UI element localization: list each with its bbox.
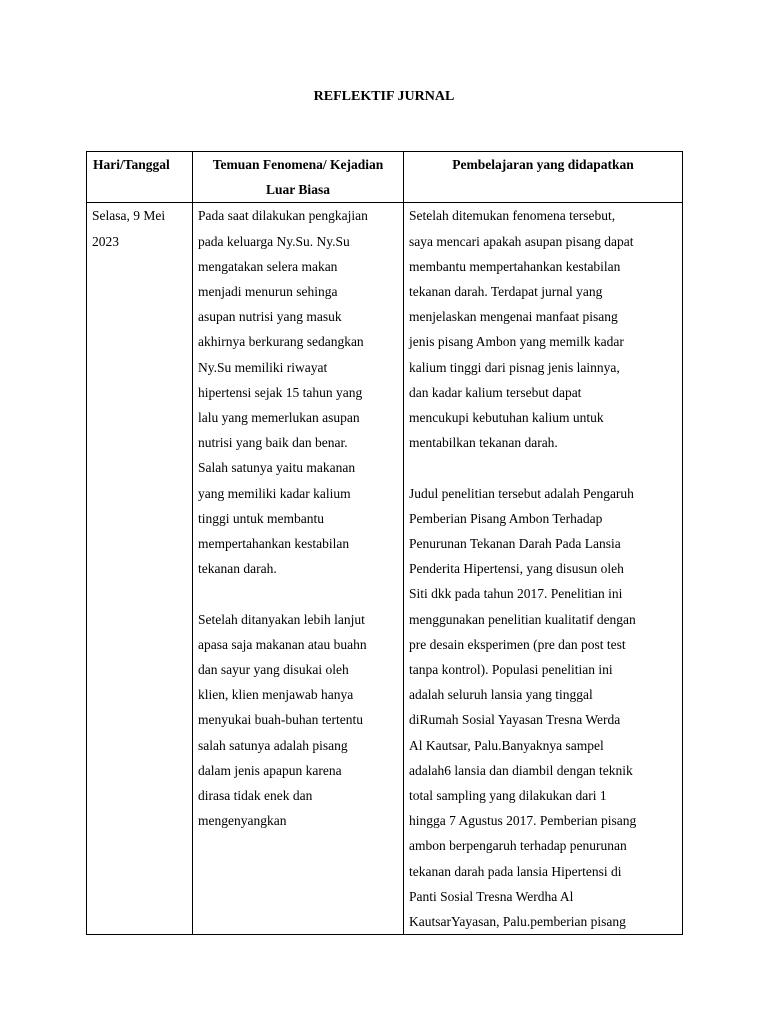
- text-line: Ny.Su memiliki riwayat: [198, 359, 328, 375]
- text-line: KautsarYayasan, Palu.pemberian pisang: [409, 914, 626, 930]
- text-line: nutrisi yang baik dan benar.: [198, 435, 348, 451]
- text-line: Al Kautsar, Palu.Banyaknya sampel: [409, 737, 604, 753]
- text-line: apasa saja makanan atau buahn: [198, 636, 367, 652]
- cell-finding: [193, 203, 404, 935]
- header-date: [87, 152, 193, 203]
- text-line: mencukupi kebutuhan kalium untuk: [409, 410, 604, 426]
- text-line: membantu mempertahankan kestabilan: [409, 258, 621, 274]
- header-learning-label: Pembelajaran yang didapatkan: [452, 157, 634, 172]
- header-finding-line1: Temuan Fenomena/ Kejadian: [212, 157, 384, 172]
- finding-paragraph-1: [198, 203, 398, 581]
- text-line: ambon berpengaruh terhadap penurunan: [409, 838, 627, 854]
- text-line: jenis pisang Ambon yang memilk kadar: [409, 334, 624, 350]
- learning-paragraph-2: [409, 481, 677, 935]
- text-line: mengatakan selera makan: [198, 258, 338, 274]
- header-date-label: Hari/Tanggal: [93, 157, 170, 172]
- text-line: saya mencari apakah asupan pisang dapat: [409, 233, 634, 249]
- text-line: Judul penelitian tersebut adalah Pengaruh: [409, 485, 634, 501]
- text-line: asupan nutrisi yang masuk: [198, 309, 342, 325]
- learning-paragraph-1: [409, 203, 677, 455]
- reflection-journal-table: [86, 151, 683, 935]
- text-line: hipertensi sejak 15 tahun yang: [198, 384, 363, 400]
- text-line: dirasa tidak enek dan: [198, 788, 313, 804]
- text-line: akhirnya berkurang sedangkan: [198, 334, 364, 350]
- text-line: klien, klien menjawab hanya: [198, 687, 354, 703]
- text-line: Pada saat dilakukan pengkajian: [198, 208, 368, 224]
- text-line: dan sayur yang disukai oleh: [198, 662, 349, 678]
- text-line: tinggi untuk membantu: [198, 510, 324, 526]
- finding-paragraph-2: [198, 607, 398, 834]
- text-line: Siti dkk pada tahun 2017. Penelitian ini: [409, 586, 623, 602]
- text-line: mentabilkan tekanan darah.: [409, 435, 558, 451]
- text-line: total sampling yang dilakukan dari 1: [409, 788, 607, 804]
- text-line: menjelaskan mengenai manfaat pisang: [409, 309, 618, 325]
- text-line: yang memiliki kadar kalium: [198, 485, 351, 501]
- text-line: Salah satunya yaitu makanan: [198, 460, 356, 476]
- text-line: kalium tinggi dari pisnag jenis lainnya,: [409, 359, 620, 375]
- text-line: Panti Sosial Tresna Werdha Al: [409, 888, 574, 904]
- text-line: diRumah Sosial Yayasan Tresna Werda: [409, 712, 621, 728]
- paragraph-spacer: [198, 581, 398, 606]
- header-learning: [404, 152, 683, 203]
- text-line: Setelah ditemukan fenomena tersebut,: [409, 208, 616, 224]
- text-line: dalam jenis apapun karena: [198, 762, 342, 778]
- document-title: REFLEKTIF JURNAL: [313, 89, 455, 104]
- text-line: lalu yang memerlukan asupan: [198, 410, 360, 426]
- text-line: pada keluarga Ny.Su. Ny.Su: [198, 233, 350, 249]
- text-line: mengenyangkan: [198, 813, 287, 829]
- text-line: Selasa, 9 Mei: [92, 208, 166, 224]
- text-line: tekanan darah. Terdapat jurnal yang: [409, 284, 603, 300]
- text-line: hingga 7 Agustus 2017. Pemberian pisang: [409, 813, 637, 829]
- header-finding-line2: Luar Biasa: [266, 182, 330, 198]
- text-line: Setelah ditanyakan lebih lanjut: [198, 611, 365, 627]
- text-line: adalah6 lansia dan diambil dengan teknik: [409, 762, 633, 778]
- text-line: tekanan darah.: [198, 561, 277, 577]
- text-line: Penderita Hipertensi, yang disusun oleh: [409, 561, 624, 577]
- cell-learning: [404, 203, 683, 935]
- text-line: 2023: [92, 233, 119, 249]
- text-line: menggunakan penelitian kualitatif dengan: [409, 611, 636, 627]
- paragraph-spacer: [409, 455, 677, 480]
- text-line: menjadi menurun sehinga: [198, 284, 338, 300]
- text-line: pre desain eksperimen (pre dan post test: [409, 636, 626, 652]
- text-line: tanpa kontrol). Populasi penelitian ini: [409, 662, 613, 678]
- text-line: adalah seluruh lansia yang tinggal: [409, 687, 593, 703]
- table-row: [87, 203, 683, 935]
- text-line: salah satunya adalah pisang: [198, 737, 348, 753]
- text-line: tekanan darah pada lansia Hipertensi di: [409, 863, 622, 879]
- text-line: mempertahankan kestabilan: [198, 536, 350, 552]
- text-line: dan kadar kalium tersebut dapat: [409, 384, 582, 400]
- text-line: Pemberian Pisang Ambon Terhadap: [409, 510, 603, 526]
- text-line: Penurunan Tekanan Darah Pada Lansia: [409, 536, 621, 552]
- date-lines: [92, 203, 187, 253]
- table-header-row: [87, 152, 683, 203]
- header-finding: [193, 152, 404, 203]
- text-line: menyukai buah-buhan tertentu: [198, 712, 363, 728]
- cell-date: [87, 203, 193, 935]
